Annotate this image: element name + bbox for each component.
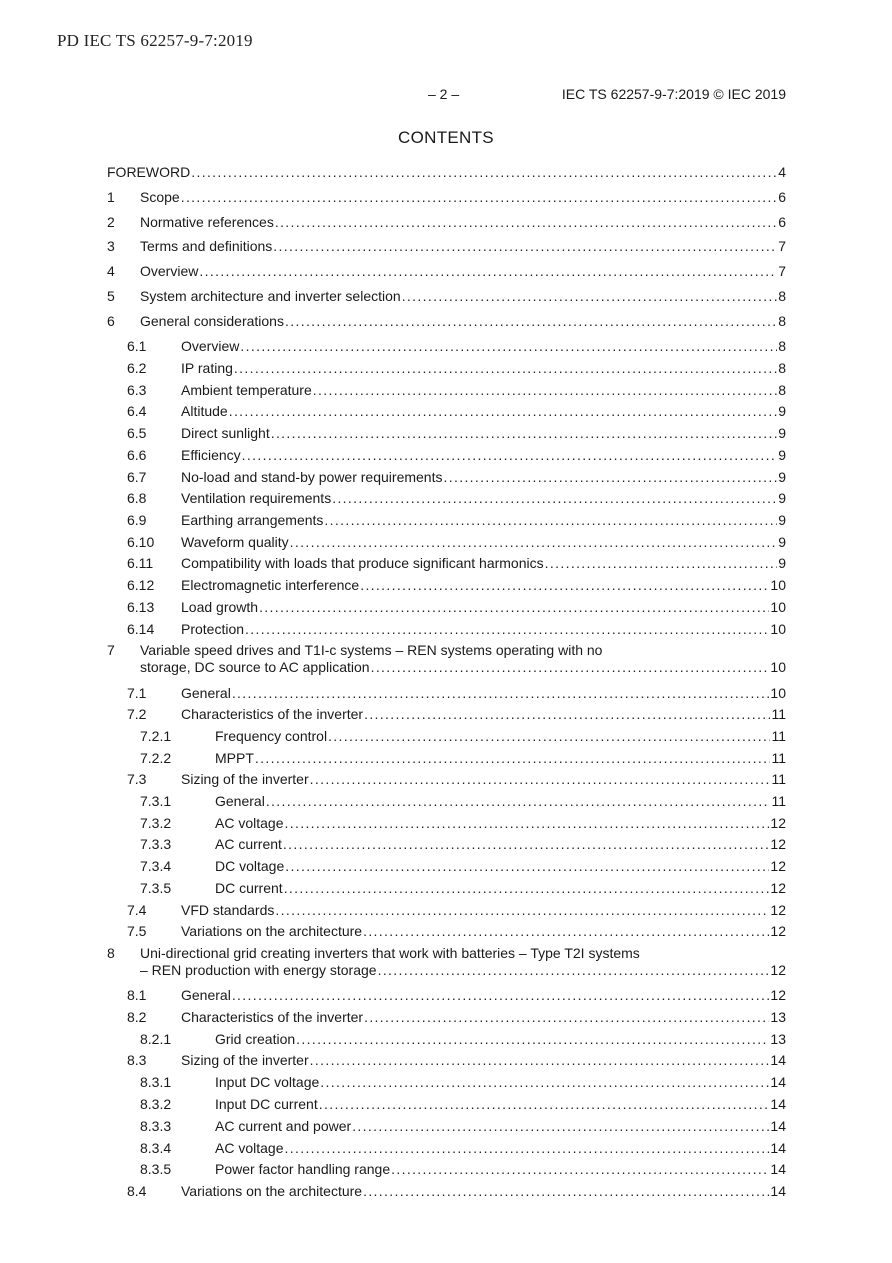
toc-entry-number: 8.3.5 (140, 1161, 172, 1177)
toc-entry-page: 11 (771, 728, 786, 744)
dot-leader (232, 685, 770, 702)
toc-entry-title: Variations on the architecture (181, 923, 363, 939)
toc-entry-number: 7.1 (127, 685, 147, 701)
toc-entry[interactable] (107, 858, 786, 875)
toc-entry-number: 8.2.1 (140, 1031, 172, 1047)
toc-entry-title: Sizing of the inverter (181, 771, 309, 787)
dot-leader (245, 621, 769, 638)
dot-leader (310, 771, 771, 788)
toc-entry-title: Characteristics of the inverter (181, 1009, 364, 1025)
toc-entry-page: 12 (770, 902, 786, 918)
dot-leader (328, 728, 770, 745)
dot-leader (324, 512, 777, 529)
toc-entry[interactable] (107, 1009, 786, 1026)
toc-entry-page: 8 (778, 360, 786, 376)
toc-entry[interactable] (107, 1118, 786, 1135)
toc-entry-page: 11 (771, 750, 786, 766)
toc-entry-title: Waveform quality (181, 534, 289, 550)
toc-entry-page: 12 (770, 987, 786, 1003)
toc-entry-page: 7 (778, 238, 786, 254)
toc-entry-number: 8.3.3 (140, 1118, 172, 1134)
toc-entry-number: 6.5 (127, 425, 147, 441)
dot-leader (259, 599, 769, 616)
toc-entry-title: System architecture and inverter selection (140, 288, 401, 304)
toc-entry-number: 6.6 (127, 447, 147, 463)
toc-entry-title: AC current and power (215, 1118, 352, 1134)
dot-leader (284, 815, 769, 832)
toc-entry[interactable] (107, 706, 786, 723)
toc-entry-title: FOREWORD (107, 164, 191, 180)
toc-entry-number: 7.3 (127, 771, 147, 787)
toc-entry-title: storage, DC source to AC application (140, 659, 370, 675)
toc-entry-page: 13 (770, 1009, 786, 1025)
standard-reference: IEC TS 62257-9-7:2019 © IEC 2019 (561, 86, 786, 102)
toc-entry-page: 10 (770, 685, 786, 701)
dot-leader (191, 164, 777, 181)
toc-entry-title: Electromagnetic interference (181, 577, 360, 593)
dot-leader (181, 189, 778, 206)
toc-entry-page: 9 (778, 555, 786, 571)
dot-leader (284, 880, 770, 897)
toc-entry-title: – REN production with energy storage (140, 962, 377, 978)
dot-leader (545, 555, 778, 572)
toc-entry-number: 6.10 (127, 534, 155, 550)
toc-entry-title: AC current (215, 836, 282, 852)
toc-entry[interactable] (107, 555, 786, 572)
toc-entry-page: 6 (778, 214, 786, 230)
toc-entry-number: 8.2 (127, 1009, 147, 1025)
dot-leader (199, 263, 777, 280)
dot-leader (352, 1118, 769, 1135)
toc-entry[interactable] (107, 490, 786, 507)
dot-leader (319, 1096, 770, 1113)
toc-entry[interactable] (107, 642, 786, 676)
toc-entry-number: 6.1 (127, 338, 147, 354)
toc-entry-title: Variations on the architecture (181, 1183, 363, 1199)
toc-entry[interactable] (107, 469, 786, 486)
toc-entry-page: 8 (778, 313, 786, 329)
toc-entry-page: 12 (770, 836, 786, 852)
toc-entry-title: Efficiency (181, 447, 241, 463)
toc-entry-number: 8.3.2 (140, 1096, 172, 1112)
dot-leader (371, 659, 770, 676)
toc-entry-title: Direct sunlight (181, 425, 270, 441)
dot-leader (240, 338, 777, 355)
dot-leader (364, 1009, 769, 1026)
toc-entry-title: General (215, 793, 265, 809)
dot-leader (284, 1140, 769, 1157)
dot-leader (232, 987, 770, 1004)
toc-entry-page: 11 (771, 771, 786, 787)
toc-entry[interactable] (107, 1074, 786, 1091)
toc-entry-page: 14 (770, 1096, 786, 1112)
toc-entry[interactable] (107, 902, 786, 919)
toc-entry-title: Scope (140, 189, 180, 205)
toc-entry-page: 14 (770, 1118, 786, 1134)
toc-entry-number: 6.3 (127, 382, 147, 398)
toc-entry[interactable] (107, 621, 786, 638)
toc-entry-page: 12 (770, 858, 786, 874)
toc-entry-title: Normative references (140, 214, 274, 230)
toc-entry[interactable] (107, 1052, 786, 1069)
dot-leader (443, 469, 777, 486)
toc-entry-number: 6.11 (127, 555, 154, 571)
toc-entry-number: 7.3.1 (140, 793, 172, 809)
dot-leader (296, 1031, 769, 1048)
toc-entry-number: 6.8 (127, 490, 147, 506)
toc-entry-title: IP rating (181, 360, 233, 376)
toc-entry-page: 4 (778, 164, 786, 180)
toc-entry-number: 7.4 (127, 902, 147, 918)
dot-leader (332, 490, 777, 507)
toc-entry-number: 6.7 (127, 469, 147, 485)
toc-entry-page: 12 (770, 880, 786, 896)
toc-entry-number: 4 (107, 263, 115, 279)
toc-entry-page: 14 (770, 1052, 786, 1068)
dot-leader (290, 534, 778, 551)
dot-leader (234, 360, 777, 377)
toc-entry-page: 8 (778, 288, 786, 304)
toc-entry[interactable] (107, 793, 786, 810)
toc-entry-title: DC voltage (215, 858, 285, 874)
toc-entry-number: 8.3 (127, 1052, 147, 1068)
toc-entry-page: 9 (778, 403, 786, 419)
toc-entry-title: Load growth (181, 599, 259, 615)
dot-leader (320, 1074, 769, 1091)
toc-entry-number: 6.4 (127, 403, 147, 419)
toc-entry[interactable] (107, 288, 786, 305)
toc-entry[interactable] (107, 189, 786, 206)
dot-leader (266, 793, 771, 810)
dot-leader (242, 447, 778, 464)
toc-entry-page: 11 (771, 793, 786, 809)
toc-entry-title: General (181, 685, 231, 701)
toc-entry[interactable] (107, 425, 786, 442)
toc-entry-page: 8 (778, 338, 786, 354)
toc-entry[interactable] (107, 945, 786, 979)
toc-entry-number: 6.9 (127, 512, 147, 528)
dot-leader (378, 962, 770, 979)
toc-entry-number: 7.2 (127, 706, 147, 722)
toc-entry-page: 8 (778, 382, 786, 398)
toc-entry-title: Ventilation requirements (181, 490, 332, 506)
toc-entry[interactable] (107, 313, 786, 330)
toc-entry[interactable] (107, 923, 786, 940)
toc-entry-number: 6.2 (127, 360, 147, 376)
toc-entry-number: 7.2.1 (140, 728, 172, 744)
toc-entry[interactable] (107, 382, 786, 399)
dot-leader (255, 750, 771, 767)
dot-leader (363, 1183, 769, 1200)
toc-entry[interactable] (107, 815, 786, 832)
toc-entry[interactable] (107, 1096, 786, 1113)
toc-entry-number: 8 (107, 945, 115, 961)
toc-entry-title: Input DC voltage (215, 1074, 320, 1090)
toc-entry-title: Altitude (181, 403, 228, 419)
dot-leader (229, 403, 778, 420)
toc-entry[interactable] (107, 534, 786, 551)
toc-entry[interactable] (107, 1140, 786, 1157)
toc-entry[interactable] (107, 880, 786, 897)
toc-entry-page: 14 (770, 1161, 786, 1177)
toc-entry-number: 2 (107, 214, 115, 230)
toc-entry-title: Sizing of the inverter (181, 1052, 309, 1068)
dot-leader (363, 923, 769, 940)
toc-entry-page: 9 (778, 490, 786, 506)
toc-entry-page: 9 (778, 447, 786, 463)
toc-entry-number: 8.4 (127, 1183, 147, 1199)
toc-entry-title-line1: Uni-directional grid creating inverters that work with batteries – Type T2I systems (140, 945, 640, 961)
page-number: – 2 – (428, 86, 460, 102)
toc-entry-number: 1 (107, 189, 115, 205)
toc-entry[interactable] (107, 1183, 786, 1200)
toc-entry-page: 12 (770, 923, 786, 939)
toc-entry-number: 8.3.1 (140, 1074, 172, 1090)
dot-leader (402, 288, 778, 305)
toc-entry-page: 9 (778, 425, 786, 441)
toc-entry[interactable] (107, 728, 786, 745)
toc-entry[interactable] (107, 238, 786, 255)
toc-entry[interactable] (107, 577, 786, 594)
toc-entry-number: 7.5 (127, 923, 147, 939)
toc-entry-number: 7.3.4 (140, 858, 172, 874)
toc-entry-page: 10 (770, 577, 786, 593)
toc-entry-title: Compatibility with loads that produce significant harmonics (181, 555, 544, 571)
toc-entry-title: Grid creation (215, 1031, 296, 1047)
toc-entry-title: DC current (215, 880, 283, 896)
toc-entry[interactable] (107, 360, 786, 377)
dot-leader (271, 425, 778, 442)
toc-entry-title: Terms and definitions (140, 238, 273, 254)
toc-entry[interactable] (107, 338, 786, 355)
toc-entry-page: 14 (770, 1140, 786, 1156)
dot-leader (275, 214, 777, 231)
toc-entry-number: 6 (107, 313, 115, 329)
toc-entry-title: Overview (140, 263, 199, 279)
toc-entry-title-line1: Variable speed drives and T1I-c systems – REN systems operating with no (140, 642, 603, 658)
toc-entry-number: 8.3.4 (140, 1140, 172, 1156)
toc-entry-title: AC voltage (215, 815, 284, 831)
dot-leader (273, 238, 777, 255)
dot-leader (360, 577, 769, 594)
toc-entry[interactable] (107, 1161, 786, 1178)
toc-entry-number: 6.14 (127, 621, 155, 637)
toc-entry-page: 10 (770, 599, 786, 615)
toc-entry-number: 7.3.2 (140, 815, 172, 831)
toc-entry-title: Input DC current (215, 1096, 318, 1112)
toc-entry[interactable] (107, 685, 786, 702)
toc-entry-title: Characteristics of the inverter (181, 706, 364, 722)
toc-entry-title: VFD standards (181, 902, 275, 918)
dot-leader (275, 902, 769, 919)
toc-entry-page: 10 (770, 621, 786, 637)
toc-entry[interactable] (107, 750, 786, 767)
toc-entry-page: 10 (770, 659, 786, 675)
toc-entry-page: 7 (778, 263, 786, 279)
dot-leader (310, 1052, 770, 1069)
toc-entry[interactable] (107, 771, 786, 788)
toc-entry-page: 11 (771, 706, 786, 722)
dot-leader (364, 706, 770, 723)
toc-entry-page: 9 (778, 534, 786, 550)
toc-entry[interactable] (107, 599, 786, 616)
toc-entry[interactable] (107, 447, 786, 464)
dot-leader (283, 836, 770, 853)
toc-entry-page: 12 (770, 815, 786, 831)
toc-entry-number: 6.13 (127, 599, 155, 615)
toc-entry-page: 9 (778, 469, 786, 485)
toc-entry[interactable] (107, 987, 786, 1004)
toc-entry-title: MPPT (215, 750, 254, 766)
toc-entry-title: Earthing arrangements (181, 512, 324, 528)
toc-entry-title: Overview (181, 338, 240, 354)
toc-entry-page: 14 (770, 1074, 786, 1090)
toc-entry[interactable] (107, 263, 786, 280)
toc-entry-number: 6.12 (127, 577, 155, 593)
toc-entry-page: 9 (778, 512, 786, 528)
dot-leader (285, 858, 769, 875)
toc-entry[interactable] (107, 214, 786, 231)
toc-entry-page: 6 (778, 189, 786, 205)
toc-entry-title: Power factor handling range (215, 1161, 391, 1177)
toc-entry[interactable] (107, 164, 786, 181)
toc-entry[interactable] (107, 836, 786, 853)
toc-entry-number: 5 (107, 288, 115, 304)
toc-entry-number: 7.2.2 (140, 750, 172, 766)
toc-entry-number: 8.1 (127, 987, 147, 1003)
toc-entry[interactable] (107, 512, 786, 529)
toc-entry[interactable] (107, 403, 786, 420)
toc-entry[interactable] (107, 1031, 786, 1048)
toc-entry-page: 14 (770, 1183, 786, 1199)
dot-leader (285, 313, 777, 330)
toc-entry-number: 3 (107, 238, 115, 254)
toc-entry-title: General considerations (140, 313, 284, 329)
toc-entry-title: Protection (181, 621, 245, 637)
document-id: PD IEC TS 62257-9-7:2019 (57, 31, 253, 50)
dot-leader (391, 1161, 769, 1178)
toc-entry-number: 7.3.3 (140, 836, 172, 852)
toc-entry-title: No-load and stand-by power requirements (181, 469, 443, 485)
dot-leader (313, 382, 777, 399)
toc-entry-title: AC voltage (215, 1140, 284, 1156)
toc-entry-title: General (181, 987, 231, 1003)
toc-entry-page: 12 (770, 962, 786, 978)
toc-entry-number: 7 (107, 642, 115, 658)
toc-entry-title: Frequency control (215, 728, 328, 744)
toc-entry-title: Ambient temperature (181, 382, 312, 398)
toc-entry-number: 7.3.5 (140, 880, 172, 896)
toc-entry-page: 13 (770, 1031, 786, 1047)
contents-heading: CONTENTS (398, 128, 494, 147)
